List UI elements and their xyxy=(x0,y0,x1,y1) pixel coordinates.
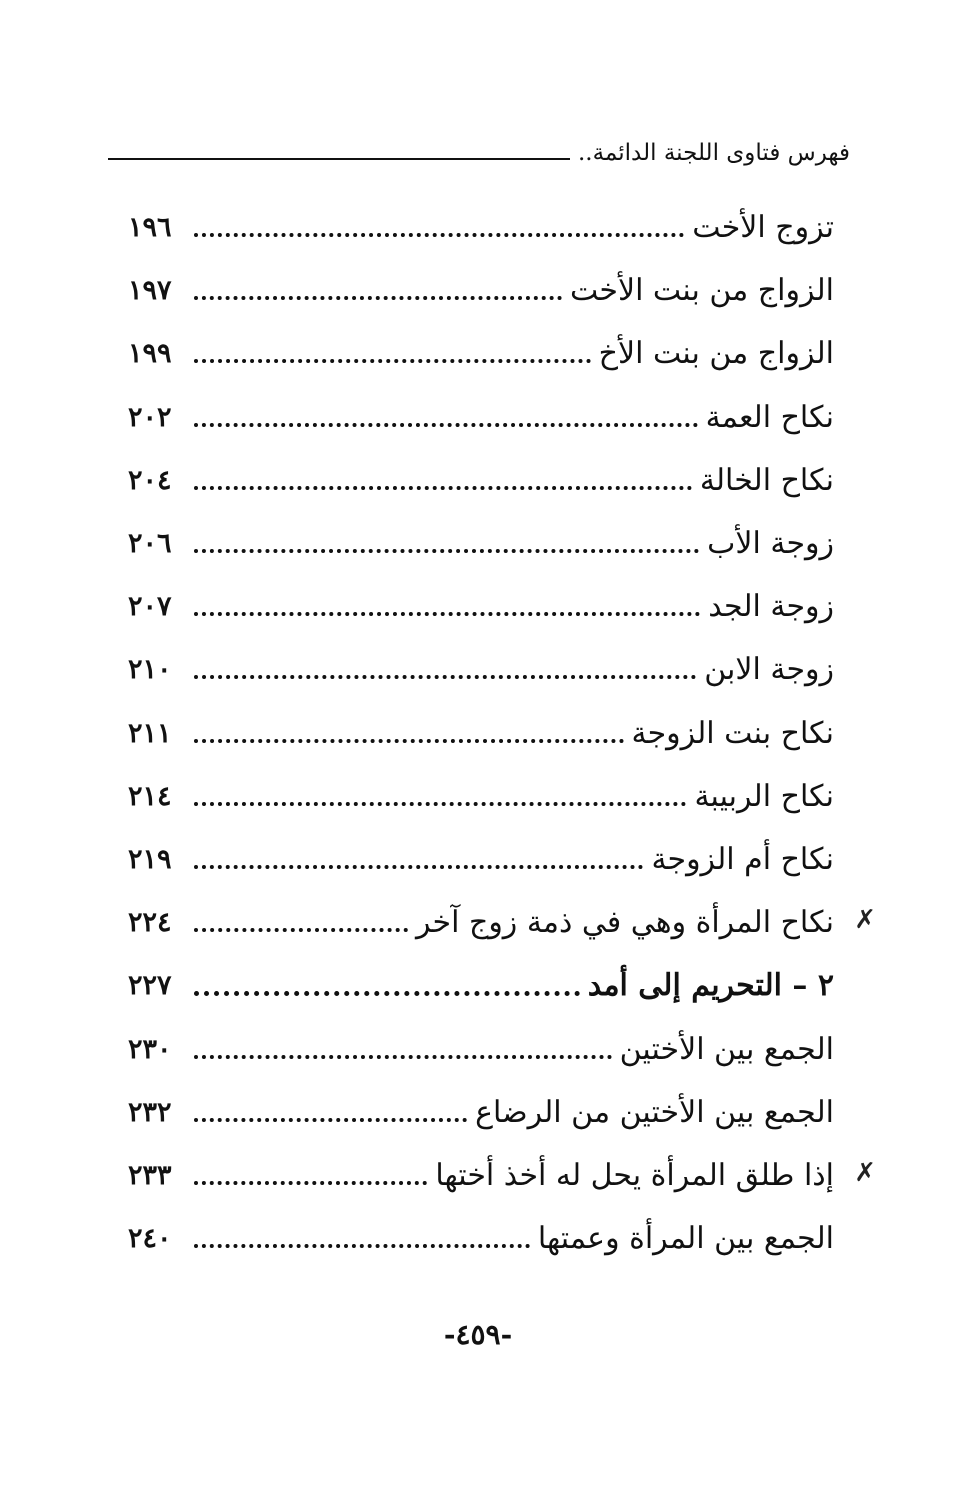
toc-entry xyxy=(128,259,834,322)
toc-entry xyxy=(128,1207,834,1270)
table-of-contents xyxy=(128,196,876,1270)
dot-leader xyxy=(194,864,643,869)
toc-entry xyxy=(128,322,834,385)
dot-leader xyxy=(194,358,591,363)
toc-entry xyxy=(128,512,834,575)
toc-entry xyxy=(128,449,834,512)
dot-leader xyxy=(194,990,580,996)
toc-entry-page: ٢٠٦ xyxy=(128,528,172,560)
dot-leader xyxy=(194,1054,612,1059)
toc-entry-page: ٢٠٧ xyxy=(128,591,172,623)
toc-entry-page: ١٩٩ xyxy=(128,338,172,370)
handwritten-check-mark: ✗ xyxy=(854,1157,876,1188)
toc-entry-title: الزواج من بنت الأخ xyxy=(598,336,834,372)
toc-entry-title: نكاح المرأة وهي في ذمة زوج آخر xyxy=(415,905,834,941)
dot-leader xyxy=(194,1117,467,1122)
dot-leader xyxy=(194,738,624,743)
toc-entry-page: ٢٣٢ xyxy=(128,1096,172,1128)
toc-entry-title: نكاح أم الزوجة xyxy=(651,841,834,877)
dot-leader xyxy=(194,422,698,427)
toc-entry-page: ١٩٦ xyxy=(128,212,172,244)
toc-entry xyxy=(128,1144,876,1207)
toc-entry xyxy=(128,702,834,765)
toc-entry-title: إذا طلق المرأة يحل له أخذ أختها xyxy=(435,1157,834,1193)
dot-leader xyxy=(194,1243,530,1248)
toc-entry-page: ٢١٤ xyxy=(128,780,172,812)
toc-entry-page: ٢٤٠ xyxy=(128,1223,172,1255)
dot-leader xyxy=(194,485,692,490)
dot-leader xyxy=(194,548,699,553)
page-number: -٤٥٩- xyxy=(443,1318,513,1351)
toc-entry xyxy=(128,765,834,828)
toc-entry-page: ١٩٧ xyxy=(128,275,172,307)
dot-leader xyxy=(194,1180,427,1185)
handwritten-check-mark: ✗ xyxy=(854,905,876,936)
toc-entry-title: الجمع بين المرأة وعمتها xyxy=(537,1221,834,1257)
toc-entry xyxy=(128,575,834,638)
toc-entry xyxy=(128,386,834,449)
header-title: فهرس فتاوى اللجنة الدائمة.. xyxy=(578,140,850,166)
running-header xyxy=(108,130,850,170)
toc-entry-title: نكاح العمة xyxy=(705,399,834,435)
toc-entry-page: ٢٢٧ xyxy=(128,970,172,1002)
toc-entry-page: ٢١٩ xyxy=(128,843,172,875)
toc-entry xyxy=(128,1081,834,1144)
toc-entry-title: الجمع بين الأختين xyxy=(619,1031,834,1067)
toc-entry-title: نكاح بنت الزوجة xyxy=(631,715,834,751)
dot-leader xyxy=(194,232,684,237)
toc-entry-page: ٢١١ xyxy=(128,717,172,749)
toc-entry-title: زوجة الجد xyxy=(708,589,834,625)
dot-leader xyxy=(194,674,696,679)
header-rule xyxy=(108,158,570,160)
dot-leader xyxy=(194,801,686,806)
toc-entry-title: نكاح الربيبة xyxy=(694,778,834,814)
toc-entry xyxy=(128,1017,834,1080)
toc-entry-page: ٢٠٢ xyxy=(128,401,172,433)
toc-section-heading xyxy=(128,954,834,1017)
toc-entry-page: ٢٢٤ xyxy=(128,907,172,939)
toc-entry-page: ٢٠٤ xyxy=(128,464,172,496)
toc-entry-page: ٢٣٣ xyxy=(128,1159,172,1191)
toc-entry xyxy=(128,891,876,954)
dot-leader xyxy=(194,927,408,932)
toc-entry-page: ٢٣٠ xyxy=(128,1033,172,1065)
toc-entry xyxy=(128,828,834,891)
toc-entry xyxy=(128,638,834,701)
toc-entry-title: الزواج من بنت الأخت xyxy=(569,273,834,309)
toc-entry-title: تزوج الأخت xyxy=(692,210,834,246)
toc-entry xyxy=(128,196,834,259)
dot-leader xyxy=(194,295,562,300)
dot-leader xyxy=(194,611,700,616)
toc-entry-title: نكاح الخالة xyxy=(699,462,834,498)
toc-entry-title: الجمع بين الأختين من الرضاع xyxy=(475,1094,834,1130)
toc-entry-title: زوجة الابن xyxy=(704,652,834,688)
toc-entry-title: ٢ – التحريم إلى أمد xyxy=(587,968,834,1004)
toc-entry-page: ٢١٠ xyxy=(128,654,172,686)
toc-entry-title: زوجة الأب xyxy=(707,526,834,562)
